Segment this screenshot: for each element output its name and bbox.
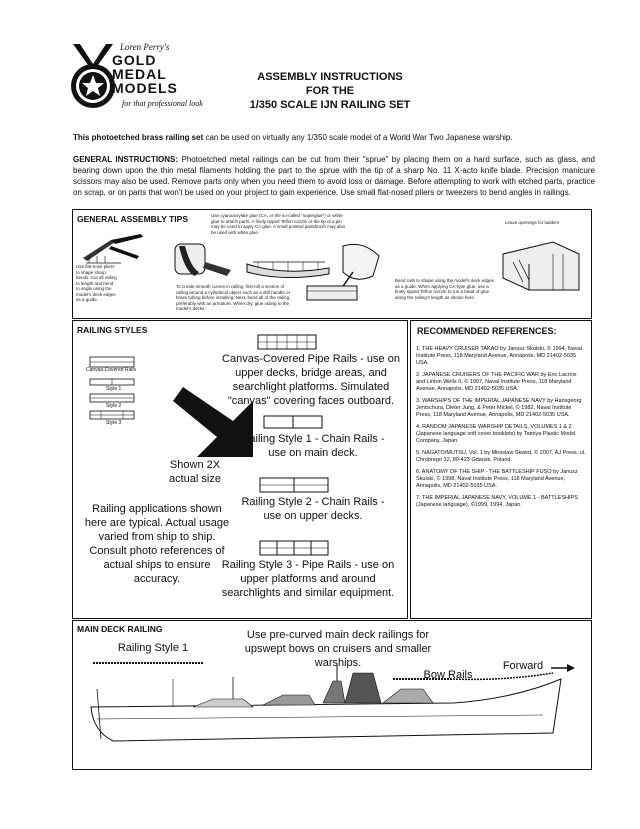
general-text: Photoetched metal railings can be cut from their "sprue" by placing them on a hard surface, such as glass, and bearing down upon the thin metal filaments holding the part to the sprue with the tip of a sharp No. 11 X-acto knife blade. Precision manicure scissors may also be used. Remove parts only when you need them to avoid loss or damage. Before attempting to work with etched parts, practice on scrap, or on parts that won't be used on your project to gain experience. Use small flat-nosed pliers or tweezers to bend angles in railings. [73,155,595,197]
tip-curves: To create smooth curves in railing, first roll a section of railing around a cylindrical object such as a drill handle or brass tubing before installing. Next, bend all of the railing, preferably with an armature. When dry, glue railing to the model's decks. [176,284,291,311]
logo-line3: MODELS [112,80,178,96]
tip-glue: Use cyanoacrylate glue (CA, or the so-called "superglue") or white glue to attach parts. A finely tipped Teflon nozzle or the tip of a pin may be used to apply CA glue. A small pointed paintbrush may also be used with white glue. [211,213,346,235]
style2-sample [89,393,135,403]
style1-sample [89,378,135,386]
style3-large [259,540,329,556]
ship-profile-illustration [83,659,583,759]
shown-size: Shown 2X actual size [169,459,221,485]
canvas-caption: Canvas-Covered Pipe Rails - use on upper decks, bridge areas, and searchlight platforms. Simulated "canvas" covering faces outboard. [222,353,400,407]
styles-title: RAILING STYLES [77,325,148,335]
style2-large [259,477,329,493]
title-line1: ASSEMBLY INSTRUCTIONS [257,71,403,83]
style1-label: Railing Style 1 [117,642,189,654]
label-style1: Style 1 [106,386,122,392]
bow-rails-label: Bow Rails [423,669,473,681]
medal-icon [68,42,118,112]
reference-item: 1. THE HEAVY CRUISER TAKAO by Janusz Skulski, © 1994, Naval Institute Press, 118 Maryland Avenue, Annapolis, MD 21402-5035 USA. [416,346,582,366]
reference-item: 5. NAGATO/MUTSU, Vol. 1 by Miroslaw Skwiot, © 2007, AJ Press, ul. Chrobrego 32, 80-423 Gdansk, Poland. [416,450,586,463]
tips-title: GENERAL ASSEMBLY TIPS [77,214,188,224]
intro-paragraph [73,133,593,142]
usage-note: Railing applications shown here are typical. Actual usage varied from ship to ship. Consult photo references of actual ships to ensure accuracy. [84,503,230,585]
main-deck-panel [72,620,592,770]
intro-rest: can be used on virtually any 1/350 scale model of a World War Two Japanese warship. [203,133,513,142]
logo-signature: Loren Perry's [120,42,170,52]
maindeck-note: Use pre-curved main deck railings for upswept bows on cruisers and smaller warships. [244,629,432,669]
hand-illustration [303,236,403,306]
maindeck-title: MAIN DECK RAILING [77,624,163,634]
label-style2: Style 2 [106,403,122,409]
pliers-illustration [81,228,161,268]
style2-caption: Railing Style 2 - Chain Rails - use on upper decks. [241,496,385,522]
curve-illustration [165,232,235,282]
style1-large [263,415,323,429]
intro-bold: This photoetched brass railing set [73,133,204,142]
title-line3: 1/350 SCALE IJN RAILING SET [249,99,411,111]
reference-item: 2. JAPANESE CRUISERS OF THE PACIFIC WAR by Eric Lacroix and Linton Wells II, © 1997, Naval Institute Press, 118 Maryland Avenue, Annapolis, MD 21402-5035 USA. [416,372,577,392]
label-canvas: Canvas-Covered Rails [86,367,137,373]
reference-item: 4. RANDOM JAPANESE WARSHIP DETAILS, VOLUMES 1 & 2 (Japanese language soft cover booklets) by Tamiya Plastic Model Company, Japan. [416,424,576,444]
assembly-tips-panel [72,209,592,319]
reference-item: 7. THE IMPERIAL JAPANESE NAVY, VOLUME 1 - BATTLESHIPS (Japanese language), ©1999, 1994, Japan. [416,495,578,508]
tip-tape: Bend rails to shape using the model's deck edges as a guide. When applying CA-type glue, use a finely tipped Teflon nozzle to run a bead of glue along the railing's length as shown here. [395,278,494,300]
logo-line2: MEDAL [112,66,167,82]
logo-line1: GOLD [112,52,157,68]
ladder-illustration [493,234,583,294]
tip-ladders: Leave openings for ladders [505,220,560,225]
tip-pliers: Use flat-nose pliers to shape sharp bends. Cut all railing to length and bend to angle using the model's deck edges as a guide. [76,264,117,302]
general-instructions [73,154,595,198]
style3-sample [89,410,135,420]
forward-label: Forward [502,660,544,672]
logo [68,42,218,112]
references-list [416,346,586,514]
label-style3: Style 3 [106,420,122,426]
reference-item: 3. WARSHIPS OF THE IMPERIAL JAPANESE NAVY by Hansgeorg Jentschura, Dieter Jung, & Peter Mickel, © 1982, Naval Institute Press, 118 Maryland Avenue, Annapolis, MD 21402-5035 USA. [416,398,582,418]
style1-caption: Railing Style 1 - Chain Rails - use on main deck. [241,433,385,459]
reference-item: 6. ANATOMY OF THE SHIP - THE BATTLESHIP FUSO by Janusz Skulski, © 1998, Naval Institute Press, 118 Maryland Avenue, Annapolis, MD 21402-5035 USA. [416,469,578,489]
page-title [220,70,440,112]
railing-styles-panel [72,320,408,619]
logo-tagline: for that professional look [122,99,203,108]
general-heading: GENERAL INSTRUCTIONS: [73,155,179,164]
references-title: RECOMMENDED REFERENCES: [417,326,557,336]
canvas-rail-large [257,334,317,350]
style3-caption: Railing Style 3 - Pipe Rails - use on upper platforms and around searchlights and similar equipment. [221,559,395,599]
title-line2: FOR THE [305,85,355,97]
